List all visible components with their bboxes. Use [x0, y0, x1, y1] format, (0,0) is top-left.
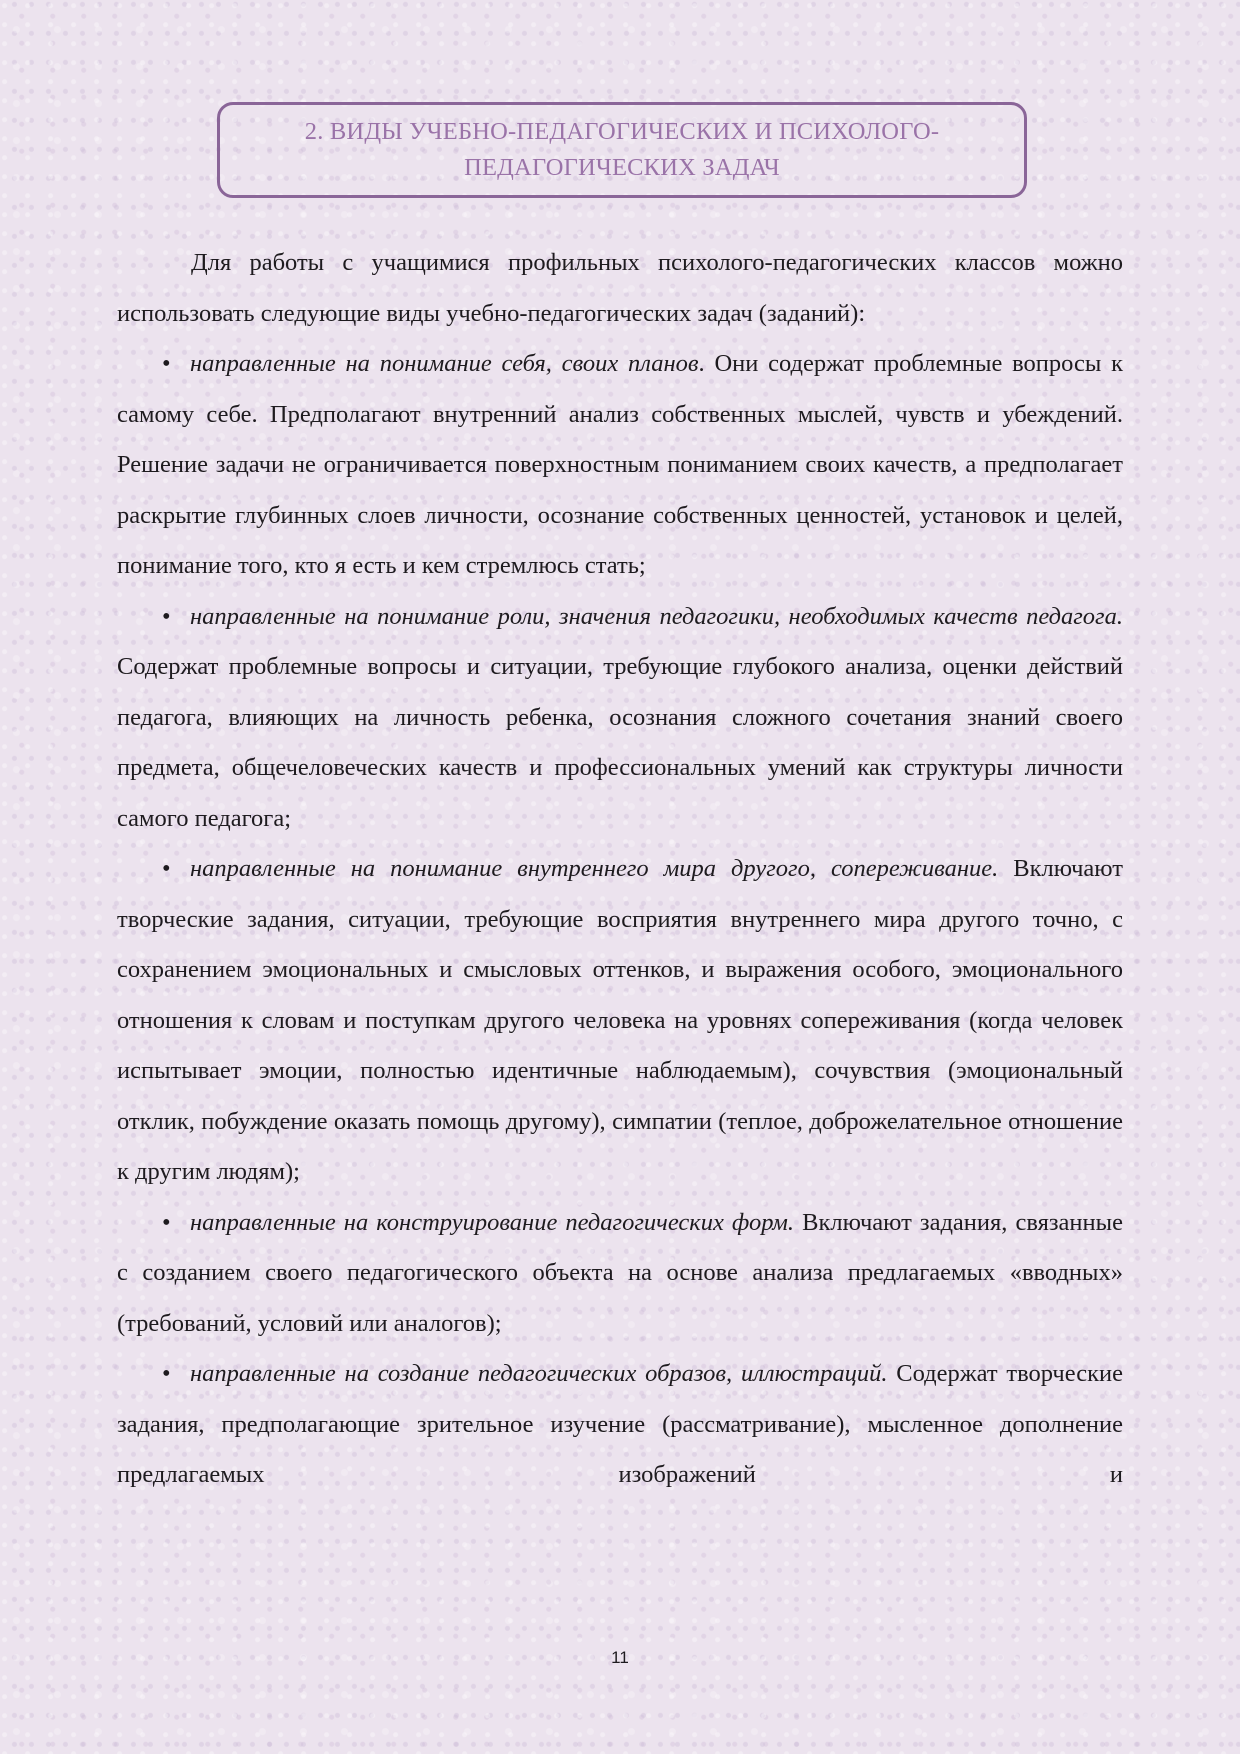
item-lead: направленные на конструирование педагогических форм.: [190, 1208, 795, 1236]
page-number: 11: [611, 1648, 629, 1667]
section-heading-box: [217, 102, 1027, 198]
item-text: Содержат проблемные вопросы и ситуации, требующие глубокого анализа, оценки действий педагога, влияющих на личность ребенка, осознания сложного сочетания знаний своего предмета, общечеловеческих качеств и профессиональных умений как структуры личности самого педагога;: [117, 653, 1123, 832]
section-heading: [305, 114, 939, 186]
item-lead: направленные на понимание себя, своих планов: [190, 350, 699, 377]
item-text: Включают задания, связанные с созданием своего педагогического объекта на основе анализа предлагаемых «вводных» (требований, условий или аналогов);: [117, 1208, 1123, 1337]
list-item: [117, 1349, 1123, 1501]
item-text: . Они содержат проблемные вопросы к самому себе. Предполагают внутренний анализ собственных мыслей, чувств и убеждений. Решение задачи не ограничивается поверхностным пониманием своих качеств, а предполагает раскрытие глубинных слоев личности, осознание собственных ценностей, установок и целей, понимание того, кто я есть и кем стремлюсь стать;: [117, 350, 1123, 579]
bullet-icon: •: [162, 855, 171, 882]
bullet-icon: •: [162, 1360, 171, 1387]
bullet-icon: •: [162, 1208, 171, 1236]
item-lead: направленные на понимание роли, значения педагогики, необходимых качеств педагога.: [190, 602, 1123, 630]
body-text: [117, 238, 1123, 1501]
section-heading-line-2: ПЕДАГОГИЧЕСКИХ ЗАДАЧ: [464, 154, 780, 181]
bullet-icon: •: [162, 350, 171, 377]
item-text: Включают творческие задания, ситуации, требующие восприятия внутреннего мира другого точно, с сохранением эмоциональных и смысловых оттенков, и выражения особого, эмоционального отношения к словам и поступкам другого человека на уровнях сопереживания (когда человек испытывает эмоции, полностью идентичные наблюдаемым), сочувствия (эмоциональный отклик, побуждение оказать помощь другому), симпатии (теплое, доброжелательное отношение к другим людям);: [117, 855, 1123, 1185]
item-text: Содержат творческие задания, предполагающие зрительное изучение (рассматривание), мысленное дополнение предлагаемых изображений и: [117, 1360, 1123, 1488]
item-lead: направленные на понимание внутреннего мира другого, сопереживание.: [190, 855, 999, 882]
intro-paragraph: Для работы с учащимися профильных психолого-педагогических классов можно использовать следующие виды учебно-педагогических задач (заданий):: [117, 249, 1123, 327]
list-item: [117, 339, 1123, 592]
list-item: [117, 1198, 1123, 1350]
list-item: [117, 592, 1123, 845]
bullet-icon: •: [162, 602, 171, 630]
list-item: [117, 844, 1123, 1198]
section-heading-line-1: 2. ВИДЫ УЧЕБНО-ПЕДАГОГИЧЕСКИХ И ПСИХОЛОГО-: [304, 118, 940, 145]
item-lead: направленные на создание педагогических образов, иллюстраций.: [190, 1360, 888, 1387]
